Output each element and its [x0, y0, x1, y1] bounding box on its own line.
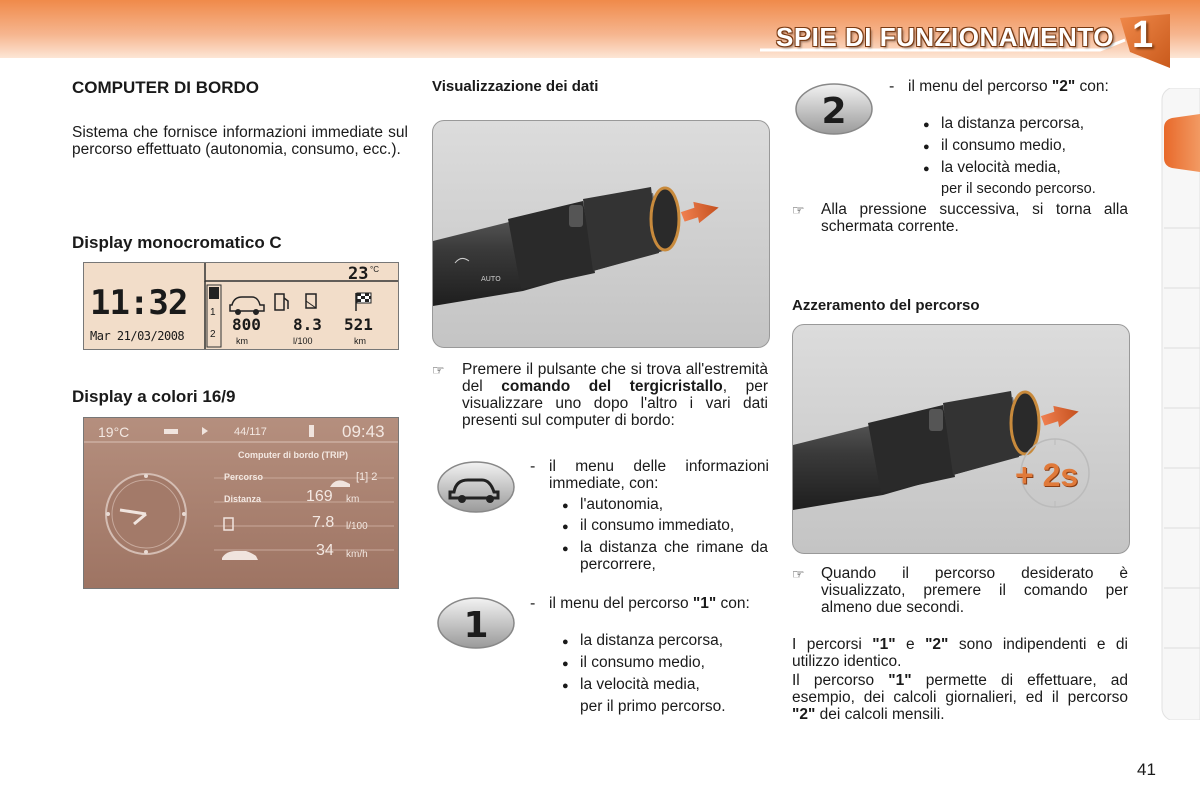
chapter-number: 1 — [1132, 14, 1154, 56]
color-percorso-select: [1] 2 — [356, 471, 378, 483]
reset-heading: Azzeramento del percorso — [792, 297, 980, 314]
color-distanza-label: Distanza — [224, 494, 262, 504]
mono-trip-2: 2 — [210, 329, 216, 340]
wiper-stalk-reset-illustration — [792, 324, 1130, 554]
color-consumo-value: 7.8 — [312, 514, 335, 531]
reset-note: Quando il percorso desiderato è visualizzato, premere il comando per almeno due secondi. — [821, 565, 1128, 616]
return-note: Alla pressione successiva, si torna alla schermata corrente. — [821, 201, 1128, 235]
phone-icon — [309, 425, 314, 437]
color-velocita-value: 34 — [316, 542, 334, 559]
color-temperature: 19°C — [98, 424, 130, 440]
mono-value-1: 800 — [232, 315, 261, 334]
wiper-stalk-illustration — [432, 120, 770, 348]
computer-title: COMPUTER DI BORDO — [72, 78, 259, 97]
paragraph-independent: I percorsi "1" e "2" sono indipendenti e di utilizzo identico. — [792, 636, 1128, 670]
color-velocita-unit: km/h — [346, 549, 368, 560]
side-tabs — [1158, 88, 1200, 720]
finish-flag-icon — [356, 293, 371, 311]
color-time: 09:43 — [342, 422, 385, 441]
analog-clock-icon — [106, 474, 186, 554]
menu-trip1-footer: per il primo percorso. — [580, 698, 726, 715]
intro-text: Sistema che fornisce informazioni immediate sul percorso effettuato (autonomia, consumo, ecc.). — [72, 124, 408, 158]
car-icon — [230, 297, 264, 315]
trip-car-icon — [209, 287, 219, 299]
svg-text:2: 2 — [821, 91, 847, 132]
note-symbol-icon: ☞ — [432, 362, 445, 378]
mono-unit-3: km — [354, 336, 366, 346]
list-item: ● la distanza che rimane da percorrere, — [580, 539, 768, 573]
hold-duration-badge: + 2s — [1015, 457, 1079, 493]
menu-trip2-footer: per il secondo percorso. — [941, 181, 1096, 197]
list-item: ● la distanza percorsa, — [941, 115, 1084, 132]
color-consumo-unit: l/100 — [346, 521, 368, 532]
paragraph-daily-monthly: Il percorso "1" permette di effettuare, ad esempio, dei calcoli giornalieri, ed il percorso "2" dei calcoli mensili. — [792, 672, 1128, 723]
trip-2-badge-icon — [794, 82, 874, 136]
mono-date: Mar 21/03/2008 — [90, 329, 185, 343]
mono-time: 11:32 — [90, 283, 188, 323]
page-number: 41 — [1137, 760, 1156, 779]
list-item: ● la distanza percorsa, — [580, 632, 723, 649]
mono-trip-1: 1 — [210, 307, 216, 318]
mono-value-2: 8.3 — [293, 315, 322, 334]
list-item: ● il consumo immediato, — [580, 517, 734, 534]
monochrome-display — [83, 262, 399, 350]
menu-trip2-intro: il menu del percorso "2" con: — [908, 78, 1109, 95]
menu-trip1-intro: il menu del percorso "1" con: — [549, 595, 750, 612]
radio-icon — [164, 429, 178, 434]
data-display-heading: Visualizzazione dei dati — [432, 78, 599, 95]
consumption-icon — [306, 294, 316, 308]
press-button-note: Premere il pulsante che si trova all'estremità del comando del tergicristallo, per visualizzare uno dopo l'altro i vari dati presenti sul computer di bordo: — [462, 361, 769, 429]
color-display — [83, 417, 399, 589]
color-distanza-unit: km — [346, 494, 360, 505]
color-panel-title: Computer di bordo (TRIP) — [238, 450, 348, 460]
trip-1-badge-icon — [436, 596, 516, 650]
menu-immediate-intro: il menu delle informazioni immediate, con: — [549, 458, 769, 492]
menu-trip2-dash: - — [889, 78, 895, 95]
mono-temperature: 23 — [348, 264, 369, 284]
list-item: ● il consumo medio, — [941, 137, 1066, 154]
mono-unit-1: km — [236, 336, 248, 346]
color-percorso-label: Percorso — [224, 472, 264, 482]
list-item: ● la velocità media, — [941, 159, 1061, 176]
list-item: ● l'autonomia, — [580, 496, 663, 513]
note-symbol-icon: ☞ — [792, 566, 805, 582]
mono-temp-unit: °C — [370, 265, 379, 274]
menu-trip1-dash: - — [530, 595, 536, 612]
color-distanza-value: 169 — [306, 488, 333, 505]
mono-value-3: 521 — [344, 315, 373, 334]
list-item: ● il consumo medio, — [580, 654, 705, 671]
menu-immediate-dash: - — [530, 458, 536, 475]
car-badge-icon — [436, 460, 516, 514]
mono-display-heading: Display monocromatico C — [72, 233, 282, 252]
color-display-heading: Display a colori 16/9 — [72, 387, 236, 406]
fuel-pump-icon — [275, 294, 288, 310]
mono-unit-2: l/100 — [293, 336, 313, 346]
note-symbol-icon: ☞ — [792, 202, 805, 218]
list-item: ● la velocità media, — [580, 676, 700, 693]
color-track: 44/117 — [234, 426, 267, 438]
svg-text:1: 1 — [463, 605, 489, 646]
section-title: SPIE DI FUNZIONAMENTO — [776, 22, 1114, 52]
stalk-auto-label: AUTO — [481, 275, 501, 283]
